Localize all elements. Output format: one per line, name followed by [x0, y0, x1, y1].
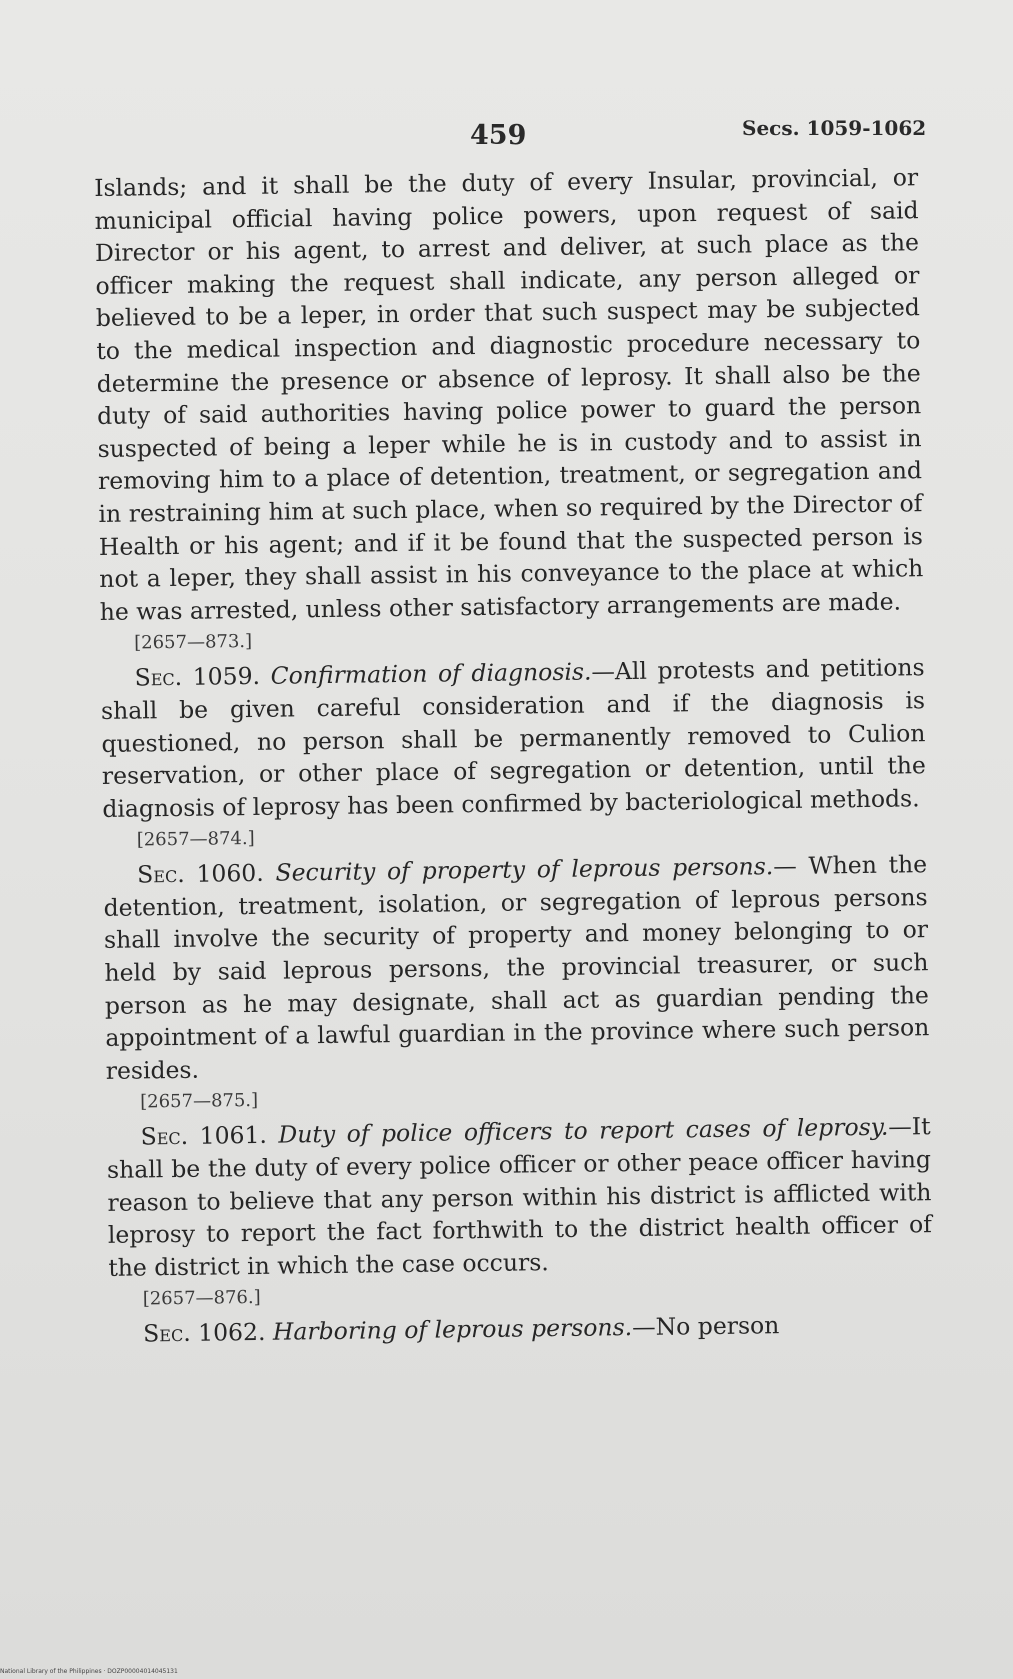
section-1060-title: Security of property of leprous persons. — [275, 852, 774, 887]
section-range: Secs. 1059-1062 — [742, 116, 927, 140]
citation-875: [2657—875.] — [140, 1090, 259, 1113]
opening-paragraph: Islands; and it shall be the duty of every Insular, provincial, or municipal official having police powers, upon request of said Director or his agent, to arrest and deliver, at such place as the officer making the request shall indicate, any person alleged or believed to be a leper, in order that such suspect may be subjected to the medical inspection and diagnostic procedure necessary to determine the presence or absence of leprosy. It shall also be the duty of said authorities having police power to guard the person suspected of being a leper while he is in custody and to assist in removing him to a place of detention, treatment, or segregation and in restraining him at such place, when so required by the Director of Health or his agent; and if it be found that the suspected person is not a leper, they shall assist in his conveyance to the place at which he was arrested, unless other satisfactory arrangements are made. — [94, 163, 924, 626]
body-text — [94, 161, 933, 1351]
page-number: 459 — [470, 120, 527, 151]
footer-credit: National Library of the Philippines · DOZP00004014045131 — [0, 1668, 178, 1675]
section-1060-text: — When the detention, treatment, isolation, or segregation of leprous persons shall involve the security of property and money belonging to or held by said leprous persons, the provincial treasurer, or such person as he may designate, shall act as guardian pending the appointment of a lawful guardian in the province where such person resides. — [103, 850, 930, 1085]
section-1061-label: Sec. 1061. — [140, 1121, 268, 1151]
section-1062-label: Sec. 1062. — [143, 1318, 266, 1348]
section-1060 — [103, 848, 930, 1087]
section-1061 — [106, 1111, 932, 1285]
section-1059-label: Sec. 1059. — [134, 662, 261, 692]
section-1061-title: Duty of police officers to report cases of leprosy. — [278, 1113, 889, 1150]
section-1062-text: —No person — [631, 1311, 780, 1342]
section-1061-text: —It shall be the duty of every police officer or other peace officer having reason to believe that any person within his district is afflicted with leprosy to report the fact forthwith to the district health officer of the district in which the case occurs. — [106, 1112, 933, 1282]
section-1062-title: Harboring of leprous persons. — [272, 1313, 633, 1347]
section-1060-label: Sec. 1060. — [137, 859, 264, 889]
section-1059-text: —All protests and petitions shall be given careful consideration and if the diagnosis is questioned, no person shall be permanently removed to Culion reservation, or other place of segregation or detention, until the diagnosis of leprosy has been confirmed by bacteriological methods. — [100, 653, 927, 823]
citation-876: [2657—876.] — [142, 1287, 261, 1310]
section-1062 — [109, 1308, 933, 1351]
citation-874: [2657—874.] — [136, 828, 255, 851]
running-head — [0, 112, 1013, 152]
citation-873: [2657—873.] — [134, 631, 253, 654]
section-1059-title: Confirmation of diagnosis. — [270, 657, 592, 691]
section-1059 — [100, 651, 926, 825]
